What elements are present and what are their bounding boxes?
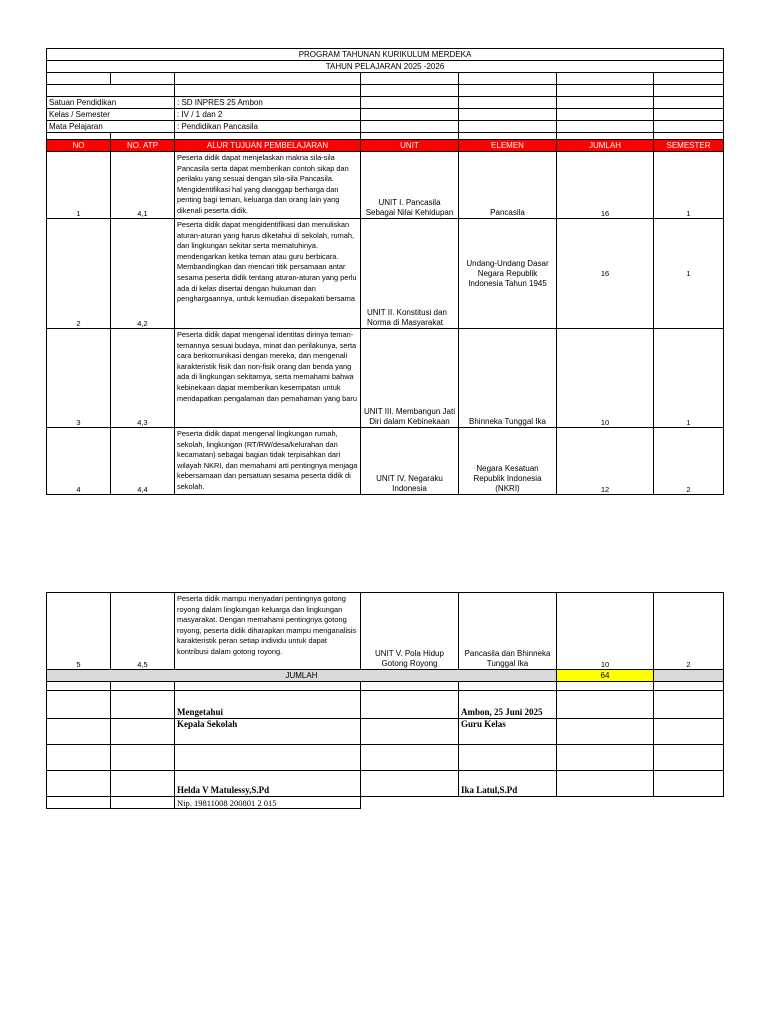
header-semester: SEMESTER: [654, 140, 724, 152]
signature-left-heading: Mengetahui: [175, 691, 361, 719]
table-row: [47, 329, 724, 428]
row-semester: 2: [654, 428, 724, 495]
row-elemen: Pancasila: [459, 152, 557, 219]
row-semester: 1: [654, 219, 724, 329]
row-atp: 4,2: [111, 219, 175, 329]
row-atp: 4,3: [111, 329, 175, 428]
info-row-satuan: [47, 97, 724, 109]
signature-heading-row: [47, 691, 724, 719]
row-semester: 1: [654, 329, 724, 428]
row-atp: 4,5: [111, 593, 175, 670]
row-jumlah: 16: [557, 219, 654, 329]
info-label: Kelas / Semester: [47, 109, 175, 121]
row-no: 2: [47, 219, 111, 329]
row-no: 1: [47, 152, 111, 219]
document-title: PROGRAM TAHUNAN KURIKULUM MERDEKA: [47, 49, 724, 61]
table-row: [47, 428, 724, 495]
blank-row: [47, 682, 724, 691]
row-unit: UNIT IV. Negaraku Indonesia: [361, 428, 459, 495]
total-value: 64: [557, 670, 654, 682]
row-tujuan: Peserta didik dapat mengidentifikasi dan menuliskan aturan-aturan yang harus diketahui di sekolah, rumah, dan lingkungan sekitar serta mematuhinya. mendengarkan ketika teman atau guru berbicara. Membandingkan dan mencari titik persamaan antar sesama peserta didik tentang aturan-aturan yang perlu ada di kelas disertai dengan hukuman dan penghargaannya, untuk kemudian disepakati bersama: [175, 219, 361, 329]
row-no: 3: [47, 329, 111, 428]
table-row: [47, 152, 724, 219]
table-header-row: [47, 140, 724, 152]
row-elemen: Undang-Undang Dasar Negara Republik Indonesia Tahun 1945: [459, 219, 557, 329]
row-unit: UNIT II. Konstitusi dan Norma di Masyarakat: [361, 219, 459, 329]
signature-nip-row: [47, 797, 724, 809]
row-no: 5: [47, 593, 111, 670]
table-row: [47, 219, 724, 329]
info-label: Mata Pelajaran: [47, 121, 175, 133]
row-jumlah: 16: [557, 152, 654, 219]
info-value: : SD INPRES 25 Ambon: [175, 97, 361, 109]
row-tujuan: Peserta didik dapat menjelaskan makna sila-sila Pancasila serta dapat memberikan contoh sikap dan perilaku yang sesuai dengan sila-sila Pancasila. Mengidentifikasi hal yang dianggap berharga dan penting bagi teman, keluarga dan orang lain yang dikenali peserta didik.: [175, 152, 361, 219]
row-no: 4: [47, 428, 111, 495]
blank-row: [47, 73, 724, 85]
header-atp: NO. ATP: [111, 140, 175, 152]
header-jumlah: JUMLAH: [557, 140, 654, 152]
annual-program-table-page-1: [46, 48, 724, 495]
row-elemen: Pancasila dan Bhinneka Tunggal Ika: [459, 593, 557, 670]
header-tujuan: ALUR TUJUAN PEMBELAJARAN: [175, 140, 361, 152]
row-elemen: Negara Kesatuan Republik Indonesia (NKRI): [459, 428, 557, 495]
row-tujuan: Peserta didik dapat mengenal lingkungan rumah, sekolah, lingkungan (RT/RW/desa/kelurahan dan kecamatan) sebagai bagian tidak terpisahkan dari wilayah NKRI, dan memahami arti pentingnya menjaga kebersamaan dan persatuan sesama peserta didik di sekolah.: [175, 428, 361, 495]
signature-space-row: [47, 745, 724, 771]
row-jumlah: 12: [557, 428, 654, 495]
signature-date: Ambon, 25 Juni 2025: [459, 691, 557, 719]
row-elemen: Bhinneka Tunggal Ika: [459, 329, 557, 428]
row-tujuan: Peserta didik dapat mengenal identitas dirinya teman-temannya sesuai budaya, minat dan perilakunya, serta cara berkomunikasi dengan mereka, dan mengenali karakteristik fisik dan non-fisik orang dan benda yang ada di lingkungan sekitarnya, serta memahami bahwa kebinekaan dapat memberikan kesempatan untuk mendapatkan pengalaman dan pemahaman yang baru: [175, 329, 361, 428]
row-semester: 2: [654, 593, 724, 670]
signature-left-nip: Nip. 19811008 200801 2 015: [175, 797, 361, 809]
info-value: : IV / 1 dan 2: [175, 109, 361, 121]
header-no: NO: [47, 140, 111, 152]
header-elemen: ELEMEN: [459, 140, 557, 152]
info-row-mapel: [47, 121, 724, 133]
signature-left-role: Kepala Sekolah: [175, 719, 361, 745]
annual-program-table-page-2: [46, 592, 724, 809]
table-row: [47, 593, 724, 670]
info-label: Satuan Pendidikan: [47, 97, 175, 109]
signature-right-role: Guru Kelas: [459, 719, 557, 745]
blank-row: [47, 133, 724, 140]
signature-name-row: [47, 771, 724, 797]
row-jumlah: 10: [557, 329, 654, 428]
signature-role-row: [47, 719, 724, 745]
blank-row: [47, 85, 724, 97]
info-value: : Pendidikan Pancasila: [175, 121, 361, 133]
row-unit: UNIT V. Pola Hidup Gotong Royong: [361, 593, 459, 670]
row-atp: 4,4: [111, 428, 175, 495]
signature-right-name: Ika Latul,S.Pd: [459, 771, 557, 797]
row-jumlah: 10: [557, 593, 654, 670]
document-subtitle: TAHUN PELAJARAN 2025 -2026: [47, 61, 724, 73]
total-label: JUMLAH: [47, 670, 557, 682]
signature-left-name: Helda V Matulessy,S.Pd: [175, 771, 361, 797]
row-unit: UNIT III. Membangun Jati Diri dalam Kebinekaan: [361, 329, 459, 428]
header-unit: UNIT: [361, 140, 459, 152]
row-semester: 1: [654, 152, 724, 219]
row-unit: UNIT I. Pancasila Sebagai Nilai Kehidupan: [361, 152, 459, 219]
total-row: [47, 670, 724, 682]
row-atp: 4,1: [111, 152, 175, 219]
info-row-kelas: [47, 109, 724, 121]
row-tujuan: Peserta didik mampu menyadari pentingnya gotong royong dalam lingkungan keluarga dan lingkungan masyarakat. Dengan memahami pentingnya gotong royong, peserta didik diharapkan mampu menganalisis karakteristik peran setiap individu untuk dapat kontribusi dalam gotong royong.: [175, 593, 361, 670]
